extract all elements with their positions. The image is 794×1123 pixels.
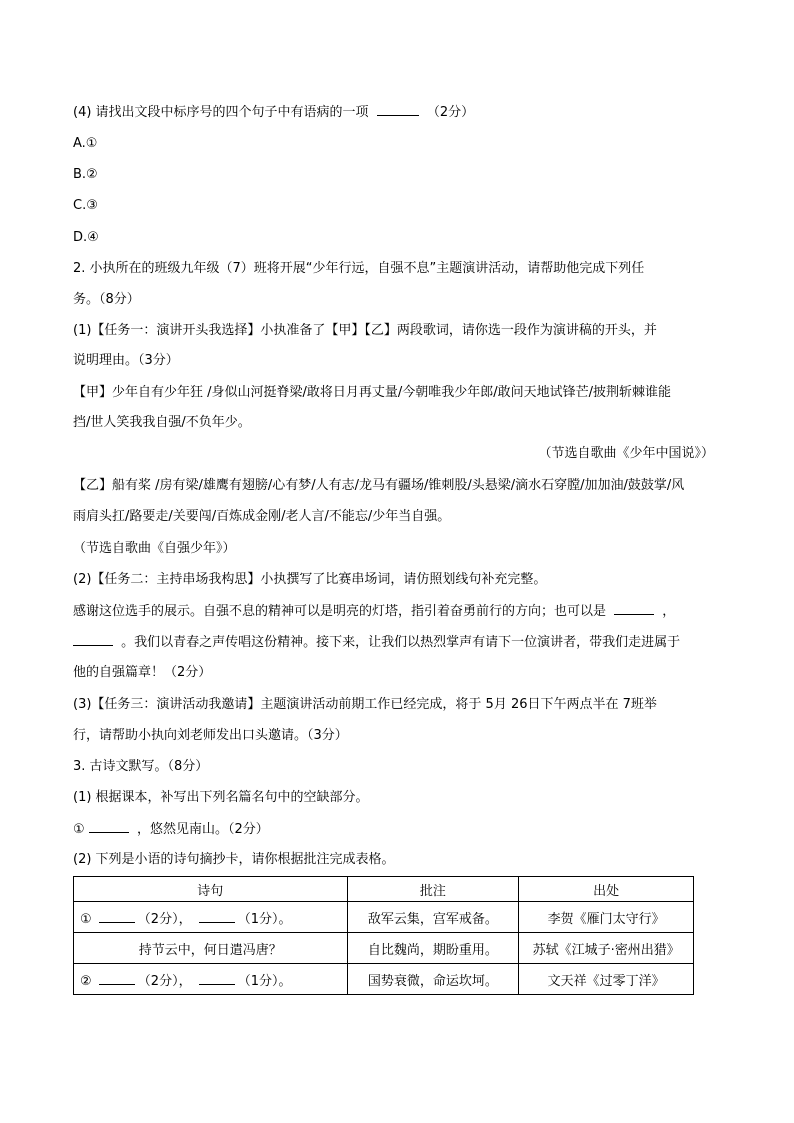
q4-option-d: D.④ <box>73 230 99 245</box>
lyrics-yi-line1: 【乙】船有桨 /房有梁/雄鹰有翅膀/心有梦/人有志/龙马有疆场/锥刺股/头悬梁/滴水石穿膛/加加油/鼓鼓掌/风 <box>73 478 685 493</box>
lyrics-jia-source: （节选自歌曲《少年中国说》） <box>538 446 714 461</box>
task3-line2: 行，请帮助小执向刘老师发出口头邀请。（3分） <box>73 728 348 743</box>
q2-title-line2: 务。（8分） <box>73 292 140 307</box>
row3-verse <box>74 964 348 995</box>
q4-answer-blank[interactable] <box>377 103 419 116</box>
task2-line2-text: 感谢这位选手的展示。自强不息的精神可以是明亮的灯塔，指引着奋勇前行的方向；也可以是 <box>73 604 607 619</box>
row3-note: 国势衰微，命运坎坷。 <box>347 964 519 995</box>
poem-card-table <box>73 876 694 995</box>
q3-item-blank[interactable] <box>89 820 129 833</box>
row1-number: ① <box>80 911 92 927</box>
q3-title: 3. 古诗文默写。（8分） <box>73 759 209 774</box>
row3-source: 文天祥《过零丁洋》 <box>519 964 694 995</box>
row1-note: 敌军云集，宫军戒备。 <box>347 902 519 933</box>
row1-source: 李贺《雁门太守行》 <box>519 902 694 933</box>
row3-number: ② <box>80 973 92 989</box>
row1-verse <box>74 902 348 933</box>
task1-line1: (1)【任务一：演讲开头我选择】小执准备了【甲】【乙】两段歌词，请你选一段作为演讲稿的开头，并 <box>73 323 657 338</box>
task2-line4: 他的自强篇章！（2分） <box>73 665 212 680</box>
q3-part1: (1) 根据课本，补写出下列名篇名句中的空缺部分。 <box>73 790 369 805</box>
q4-stem-text: (4) 请找出文段中标序号的四个句子中有语病的一项 <box>73 105 369 120</box>
task2-line3-text: 。我们以青春之声传唱这份精神。接下来，让我们以热烈掌声有请下一位演讲者，带我们走进属于 <box>121 635 681 650</box>
q4-score: （2分） <box>426 105 475 120</box>
row3-score1: （2分）， <box>137 973 192 989</box>
table-row <box>74 933 694 964</box>
q4-option-b: B.② <box>73 167 98 182</box>
row1-blank-2[interactable] <box>199 910 235 923</box>
task2-blank-2[interactable] <box>73 633 113 646</box>
header-note: 批注 <box>347 877 519 902</box>
q4-stem <box>73 103 474 122</box>
row2-verse: 持节云中，何日遣冯唐？ <box>74 933 348 964</box>
task2-comma: ， <box>662 604 676 619</box>
row2-source: 苏轼《江城子·密州出猎》 <box>519 933 694 964</box>
row3-blank-1[interactable] <box>99 972 135 985</box>
lyrics-jia-line1: 【甲】少年自有少年狂 /身似山河挺脊梁/敢将日月再丈量/今朝唯我少年郎/敢问天地试锋芒/披荆斩棘谁能 <box>73 385 672 400</box>
row1-score1: （2分）， <box>137 911 192 927</box>
q3-item-text: ，悠然见南山。（2分） <box>136 822 269 837</box>
lyrics-jia-line2: 挡/世人笑我我自强/不负年少。 <box>73 415 251 430</box>
table-row <box>74 902 694 933</box>
row3-score2: （1分）。 <box>237 973 292 989</box>
q4-option-c: C.③ <box>73 198 98 213</box>
task3-line1: (3)【任务三：演讲活动我邀请】主题演讲活动前期工作已经完成，将于 5月 26日下午两点半在 7班举 <box>73 697 657 712</box>
lyrics-yi-line2: 雨肩头扛/路要走/关要闯/百炼成金刚/老人言/不能忘/少年当自强。 <box>73 509 451 524</box>
table-row <box>74 964 694 995</box>
task2-blank-1[interactable] <box>614 602 654 615</box>
row2-note: 自比魏尚，期盼重用。 <box>347 933 519 964</box>
q3-part1-item <box>73 820 269 839</box>
row3-blank-2[interactable] <box>199 972 235 985</box>
table-header-row <box>74 877 694 902</box>
q4-option-a: A.① <box>73 136 98 151</box>
row1-score2: （1分）。 <box>237 911 292 927</box>
task2-line2 <box>73 602 675 621</box>
lyrics-yi-source: （节选自歌曲《自强少年》） <box>73 541 236 556</box>
header-verse: 诗句 <box>74 877 348 902</box>
header-source: 出处 <box>519 877 694 902</box>
q3-part2: (2) 下列是小语的诗句摘抄卡，请你根据批注完成表格。 <box>73 852 395 867</box>
task2-line1: (2)【任务二：主持串场我构思】小执撰写了比赛串场词，请仿照划线句补充完整。 <box>73 572 547 587</box>
q3-item-number: ① <box>73 822 85 837</box>
task1-line2: 说明理由。（3分） <box>73 353 179 368</box>
q2-title-line1: 2. 小执所在的班级九年级（7）班将开展“少年行远，自强不息”主题演讲活动，请帮助他完成下列任 <box>73 261 645 276</box>
task2-line3 <box>73 633 680 652</box>
row1-blank-1[interactable] <box>99 910 135 923</box>
